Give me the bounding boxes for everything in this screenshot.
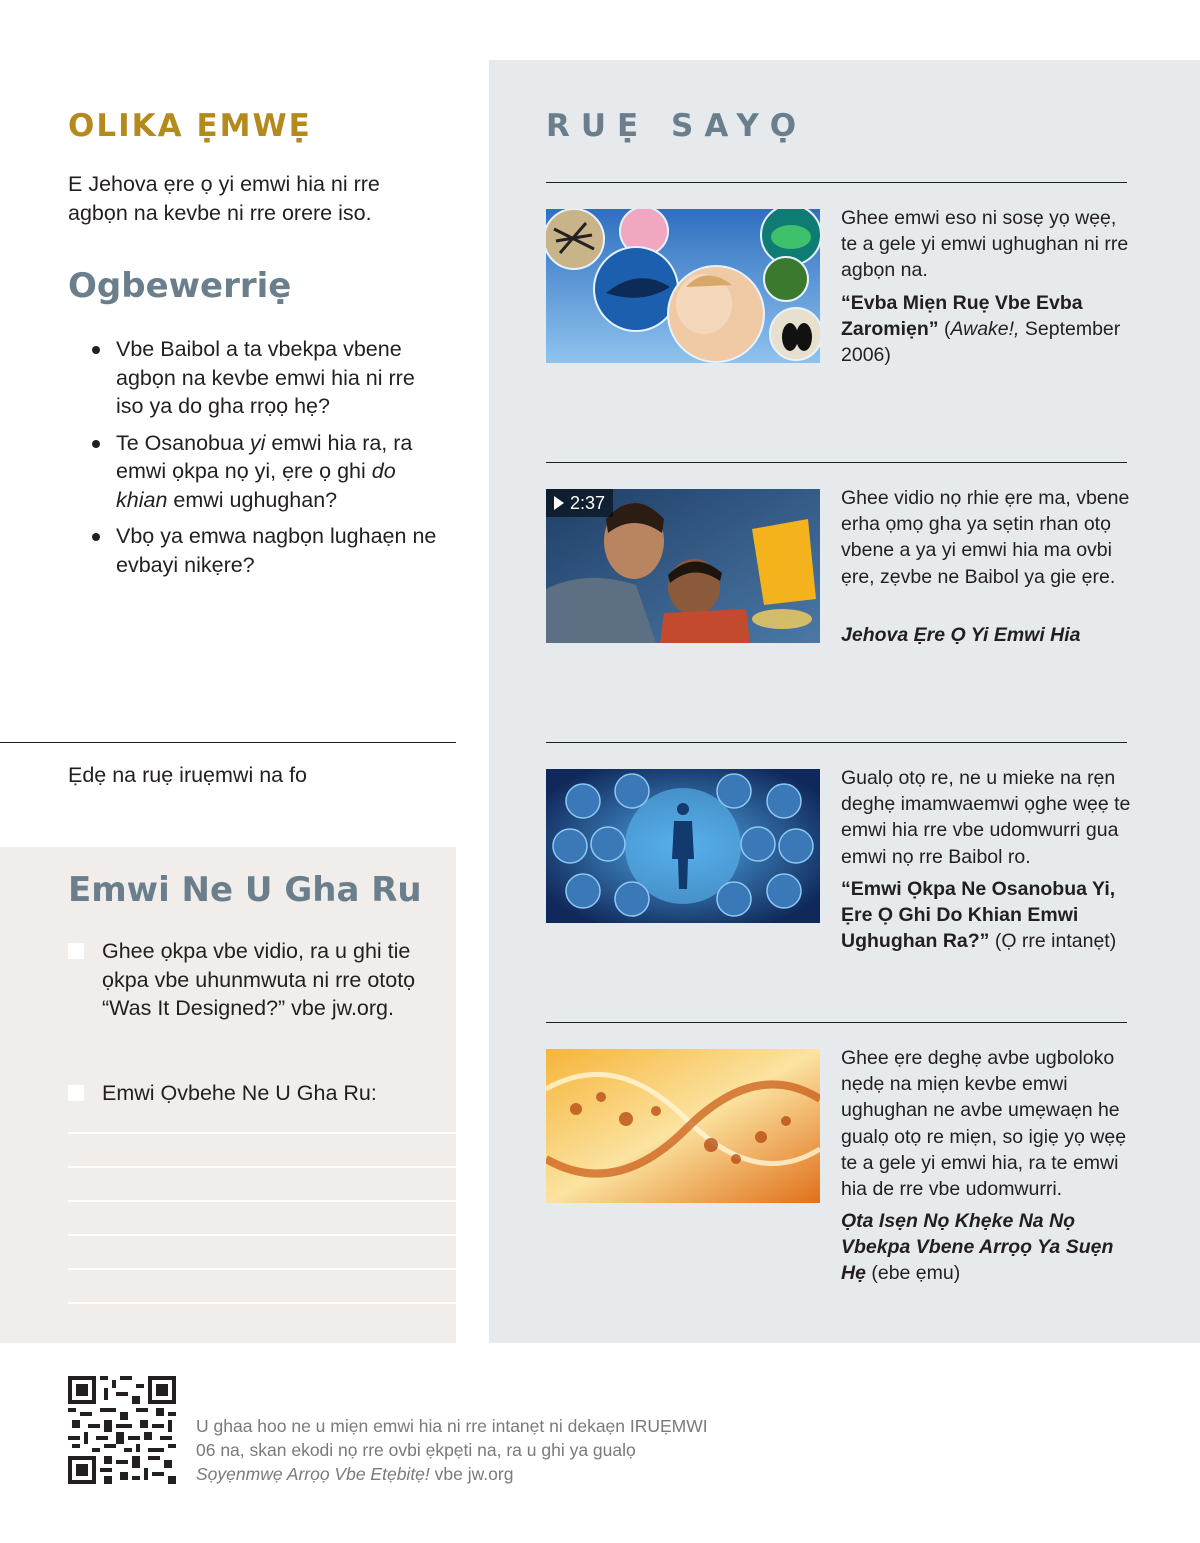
- item-reference[interactable]: “Emwi Ọkpa Ne Osanobua Yi, Ẹre Ọ Ghi Do Khian Emwi Ughughan Ra?” (Ọ rre intanẹt): [841, 878, 1117, 953]
- father-son-video-image[interactable]: [546, 489, 820, 643]
- divider: [546, 182, 1127, 183]
- divider: [546, 1022, 1127, 1023]
- goal-date-label: Ẹdẹ na ruẹ iruẹmwi na fo: [68, 763, 308, 787]
- play-icon: [554, 496, 564, 510]
- writing-line[interactable]: [68, 1200, 456, 1202]
- review-item-text: Vbe Baibol a ta vbekpa vbene agbọn na kevbe emwi hia ni rre iso ya do gha rrọọ hẹ?: [116, 337, 415, 418]
- writing-line[interactable]: [68, 1268, 456, 1270]
- explore-title: RUẸ SAYỌ: [546, 108, 808, 144]
- todo-item[interactable]: [68, 937, 428, 1023]
- video-duration-badge: 2:37: [546, 489, 613, 517]
- review-item: [92, 335, 442, 421]
- checkbox-icon[interactable]: [68, 943, 84, 959]
- review-title: Ogbewerriẹ: [68, 266, 292, 306]
- footer-text: U ghaa hoo ne u miẹn emwi hia ni rre intanẹt ni dekaẹn IRUẸMWI 06 na, skan ekodi nọ rre ovbi ẹkpẹti na, ra u ghi ya gualọ Sọyẹnmwẹ Arrọọ Vbe Etẹbitẹ! vbe jw.org: [196, 1416, 708, 1484]
- item-reference[interactable]: “Evba Miẹn Ruẹ Vbe Evba Zaromiẹn” (Awake!, September 2006): [841, 292, 1121, 367]
- divider: [546, 462, 1127, 463]
- item-description: Ghee ẹre deghẹ avbe ugboloko nẹdẹ na miẹn kevbe emwi ughughan ne avbe umẹwaẹn he gualọ otọ re miẹn, so igiẹ yọ wẹẹ te a gele yi emwi hia, ra te emwi hia de rre vbe udomwurri.: [841, 1047, 1127, 1201]
- writing-line[interactable]: [68, 1132, 456, 1134]
- review-item: [92, 522, 442, 579]
- item-description: Ghee vidio nọ rhie ẹre ma, vbene erha ọmọ gha ya sẹtin rhan otọ vbene a ya yi emwi hia ma ovbi ẹre, zẹvbe ne Baibol ya gie ẹre.: [841, 487, 1130, 588]
- writing-line[interactable]: [68, 1166, 456, 1168]
- writing-line[interactable]: [68, 1302, 456, 1304]
- todo-item-text: Emwi Ọvbehe Ne U Gha Ru:: [102, 1081, 377, 1105]
- review-item-text: Vbọ ya emwa nagbọn lughaẹn ne evbayi nikẹre?: [116, 524, 437, 577]
- bullet-icon: [92, 440, 100, 448]
- bullet-icon: [92, 533, 100, 541]
- item-reference[interactable]: Jehova Ẹre Ọ Yi Emwi Hia: [841, 624, 1081, 646]
- review-item-text: Te Osanobua yi emwi hia ra, ra emwi ọkpa nọ yi, ẹre ọ ghi do khian emwi ughughan?: [116, 430, 413, 512]
- summary-title: OLIKA ẸMWẸ: [68, 108, 312, 144]
- nature-collage-image[interactable]: [546, 209, 820, 363]
- human-animals-circle-image[interactable]: [546, 769, 820, 923]
- qr-code-icon[interactable]: [68, 1376, 176, 1484]
- todo-item-text: Ghee ọkpa vbe vidio, ra u ghi tie ọkpa vbe uhunmwuta ni rre ototọ “Was It Designed?” vbe jw.org.: [102, 939, 416, 1020]
- checkbox-icon[interactable]: [68, 1085, 84, 1101]
- review-item: [92, 429, 442, 515]
- item-reference[interactable]: Ọta Isẹn Nọ Khẹke Na Nọ Vbekpa Vbene Arrọọ Ya Suẹn Hẹ (ebe ẹmu): [841, 1210, 1114, 1285]
- dna-strand-image[interactable]: [546, 1049, 820, 1203]
- bullet-icon: [92, 346, 100, 354]
- item-description: Gualọ otọ re, ne u mieke na rẹn deghẹ imamwaemwi ọghe wẹẹ te emwi hia rre vbe udomwurri gua emwi nọ rre Baibol ro.: [841, 767, 1131, 868]
- writing-line[interactable]: [68, 1234, 456, 1236]
- divider: [0, 742, 456, 743]
- summary-text: E Jehova ẹre ọ yi emwi hia ni rre agbọn na kevbe ni rre orere iso.: [68, 172, 380, 225]
- item-description: Ghee emwi eso ni sosẹ yọ wẹẹ, te a gele yi emwi ughughan ni rre agbọn na.: [841, 207, 1129, 282]
- todo-item[interactable]: [68, 1079, 428, 1108]
- todo-title: Emwi Ne U Gha Ru: [68, 870, 422, 910]
- divider: [546, 742, 1127, 743]
- review-list: [92, 335, 442, 587]
